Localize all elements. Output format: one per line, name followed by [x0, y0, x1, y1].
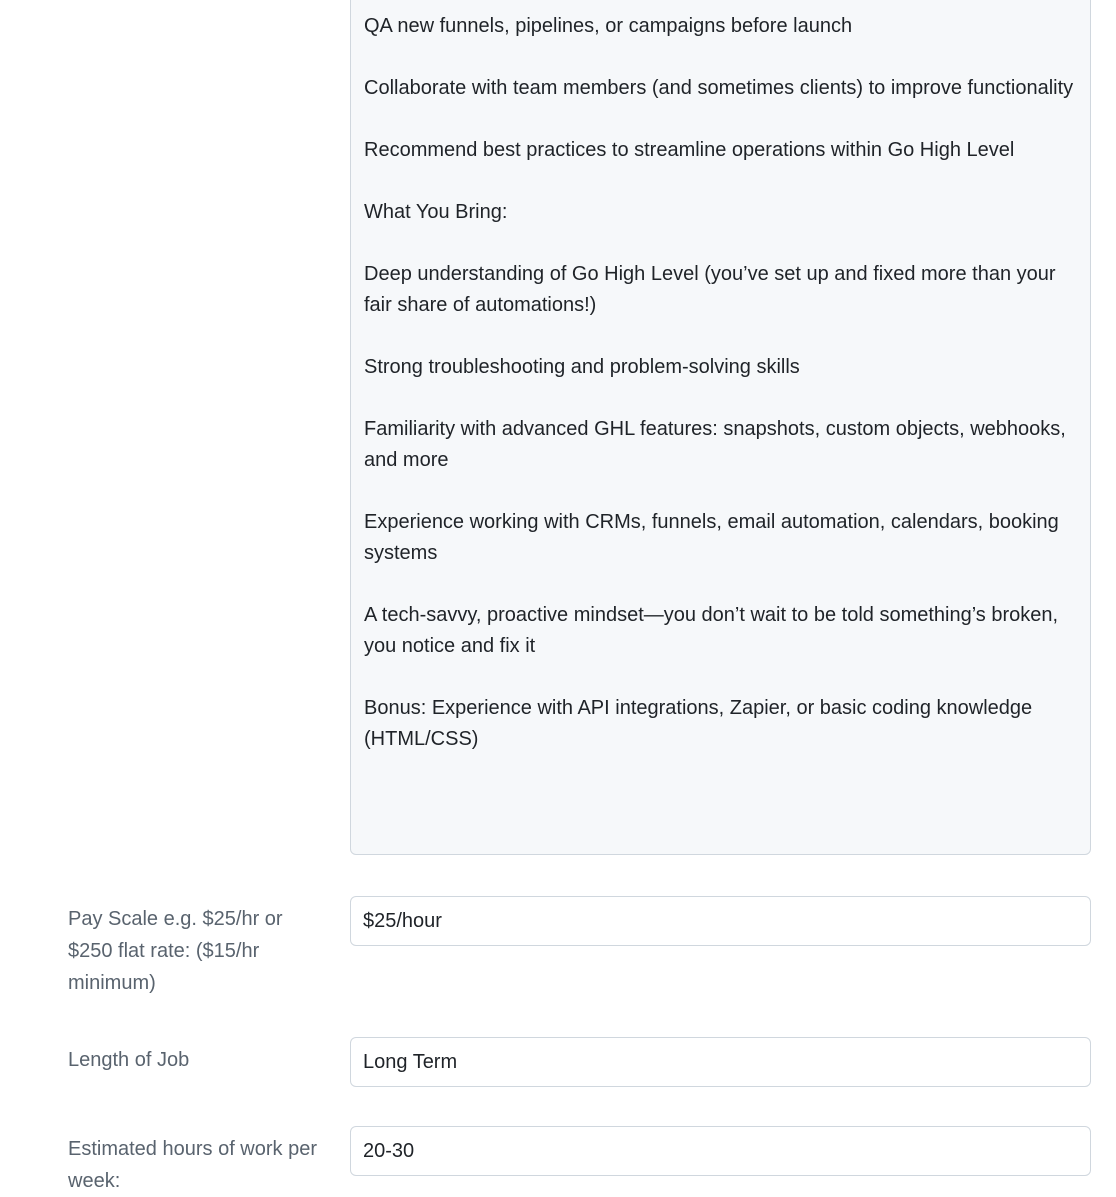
description-paragraph: Bonus: Experience with API integrations, Zapier, or basic coding knowledge (HTML/CSS): [364, 697, 1033, 750]
description-paragraph: QA new funnels, pipelines, or campaigns before launch: [364, 15, 853, 37]
job-length-input[interactable]: [350, 1037, 1091, 1087]
job-length-label: Length of Job: [68, 1049, 190, 1071]
description-paragraph: Deep understanding of Go High Level (you’ve set up and fixed more than your fair share of automations!): [364, 263, 1056, 316]
description-paragraph: Experience working with CRMs, funnels, email automation, calendars, booking systems: [364, 511, 1059, 564]
description-paragraph: Recommend best practices to streamline operations within Go High Level: [364, 139, 1015, 161]
description-paragraph: Collaborate with team members (and sometimes clients) to improve functionality: [364, 77, 1074, 99]
description-paragraph: Strong troubleshooting and problem-solving skills: [364, 356, 800, 378]
description-paragraph: Familiarity with advanced GHL features: snapshots, custom objects, webhooks, and more: [364, 418, 1066, 471]
description-paragraph: What You Bring:: [364, 201, 508, 223]
pay-scale-label: Pay Scale e.g. $25/hr or $250 flat rate: ($15/hr minimum): [68, 908, 283, 994]
job-description-textarea[interactable]: [350, 0, 1091, 855]
hours-per-week-input[interactable]: [350, 1126, 1091, 1176]
hours-per-week-label: Estimated hours of work per week:: [68, 1138, 317, 1192]
job-description-content: [364, 11, 1078, 786]
description-paragraph: A tech-savvy, proactive mindset—you don’t wait to be told something’s broken, you notice and fix it: [364, 604, 1059, 657]
pay-scale-input[interactable]: [350, 896, 1091, 946]
